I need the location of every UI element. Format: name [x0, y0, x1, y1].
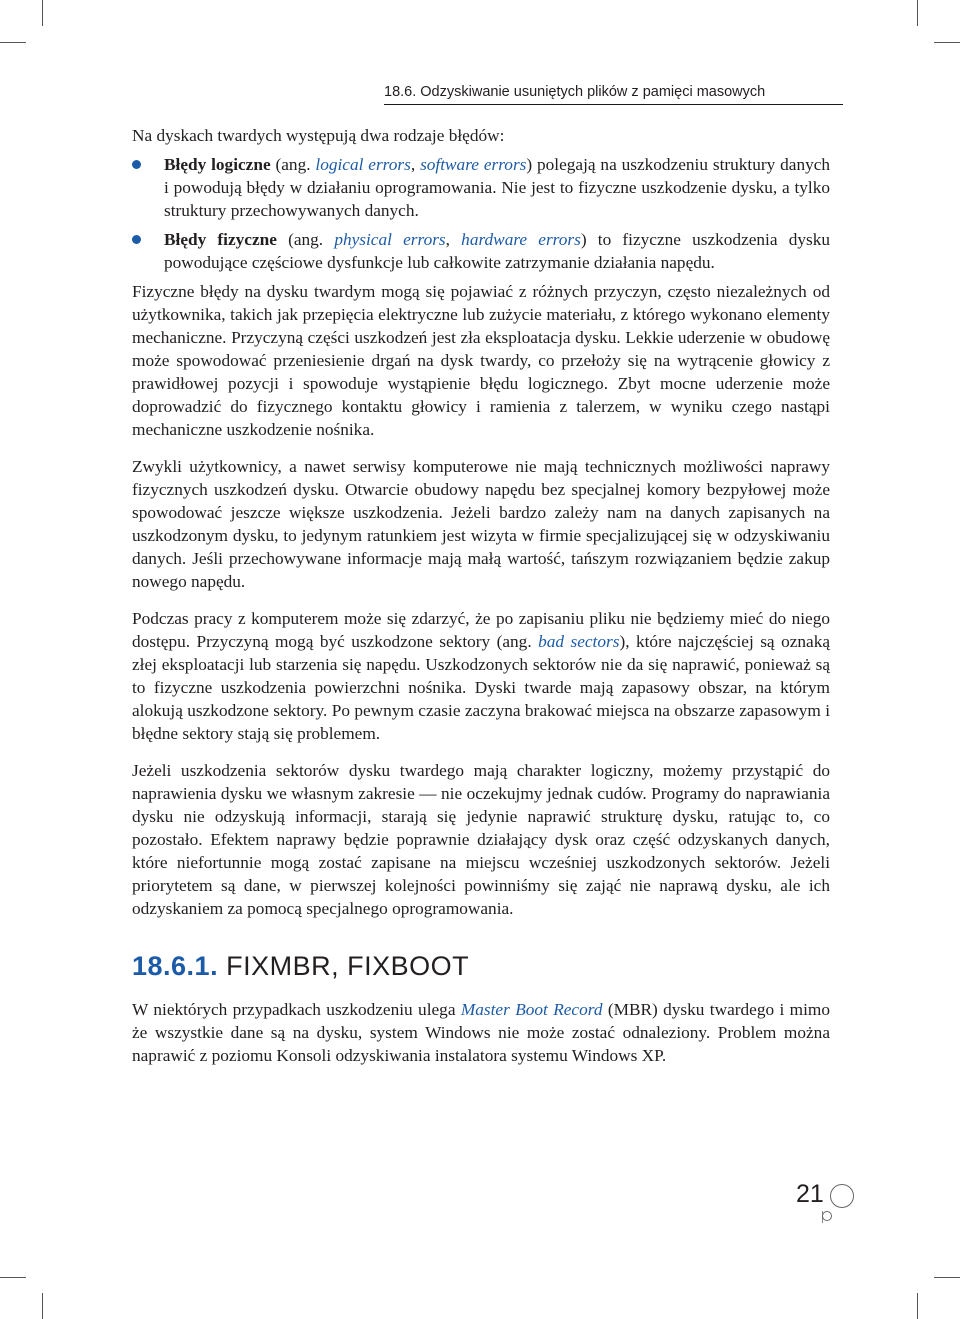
crop-mark [917, 1293, 918, 1319]
bullet-text: ) to fizyczne uszkodzenia dysku powodujące częściowe dysfunkcje lub całkowite zatrzymanie działania napędu. [164, 230, 830, 272]
list-item [132, 153, 830, 222]
bullet-icon [132, 235, 141, 244]
bullet-text: (ang. [276, 230, 335, 249]
subsection-heading [132, 950, 830, 982]
running-header [384, 84, 830, 100]
header-section-title: Odzyskiwanie usuniętych plików z pamięci masowych [420, 84, 766, 100]
paragraph-text: ), które najczęściej są oznaką złej eksploatacji lub starzenia się napędu. Uszkodzonych sektorów nie da się naprawić, ponieważ są to fizyczne uszkodzenia powierzchni nośnika. Dyski twarde mają zapasowy obszar, na którym alokują uszkodzone sektory. Po pewnym czasie zaczyna brakować miejsca na obszarze zapasowym i błędne sektory stają się problemem. [132, 632, 830, 743]
page-body [132, 124, 830, 1067]
subsection-number: 18.6.1. [132, 951, 219, 981]
crop-mark [0, 42, 26, 43]
intro-paragraph: Na dyskach twardych występują dwa rodzaje błędów: [132, 126, 505, 145]
paragraph-physical-errors: Fizyczne błędy na dysku twardym mogą się pojawiać z różnych przyczyn, często niezależnych od użytkownika, takich jak przepięcia elektryczne lub zużycie materiału, z którego wykonano elementy mechaniczne. Przyczyną części uszkodzeń jest zła eksploatacja dysku. Lekkie uderzenie w obudowę może spowodować przeniesienie drgań na dysk twardy, co przełoży się na wytrącenie głowicy z prawidłowej pozycji i spowoduje wystąpienie błędu logicznego. Zbyt mocne uderzenie może doprowadzić do fizycznego kontaktu głowicy i ramienia z talerzem, w wyniku czego nastąpi mechaniczne uszkodzenie nośnika. [132, 282, 830, 439]
bullet-icon [132, 160, 141, 169]
bullet-term: Błędy logiczne [164, 155, 271, 174]
paragraph-mbr [132, 998, 830, 1067]
english-term: logical errors [315, 155, 411, 174]
bullet-text: , [410, 155, 421, 174]
english-term: Master Boot Record [460, 1000, 603, 1019]
header-rule [384, 104, 843, 105]
page-number: 21 [796, 1180, 824, 1208]
english-term: physical errors [334, 230, 446, 249]
crop-mark [42, 1293, 43, 1319]
paragraph-text: W niektórych przypadkach uszkodzeniu ulega [132, 1000, 461, 1019]
crop-mark [934, 42, 960, 43]
crop-mark [917, 0, 918, 26]
bullet-text: (ang. [270, 155, 316, 174]
paragraph-logical-repair: Jeżeli uszkodzenia sektorów dysku twardego mają charakter logiczny, możemy przystąpić do naprawienia dysku we własnym zakresie — nie oczekujmy jednak cudów. Programy do naprawiania dysku nie odzyskują informacji, starają się jedynie naprawić strukturę dysku, ratując to, co pozostało. Efektem naprawy będzie poprawnie działający dysk oraz część odzyskanych danych, które niefortunnie mogą zostać zapisane na miejscu wcześniej uszkodzonych sektorów. Jeżeli priorytetem są dane, w pierwszej kolejności powinniśmy się zająć nie naprawą dysku, ale ich odzyskaniem za pomocą specjalnego oprogramowania. [132, 761, 830, 918]
english-term: hardware errors [461, 230, 581, 249]
crop-mark [934, 1277, 960, 1278]
crop-mark [0, 1277, 26, 1278]
header-section-number: 18.6. [384, 84, 417, 100]
folio-circle-icon [830, 1184, 854, 1208]
bullet-text: ) polegają na uszkodzeniu struktury danych i powodują błędy w działaniu oprogramowania. Nie jest to fizyczne uszkodzenie dysku, a tylko struktury przechowywanych danych. [164, 155, 831, 220]
paragraph-repair: Zwykli użytkownicy, a nawet serwisy komputerowe nie mają technicznych możliwości naprawy fizycznych uszkodzeń dysku. Otwarcie obudowy napędu bez specjalnej komory bezpyłowej może spowodować jeszcze większe uszkodzenia. Jeżeli bardzo zależy nam na danych zapisanych na uszkodzonym dysku, to jedynym ratunkiem jest wizyta w firmie specjalizującej się w odzyskiwaniu danych. Jeśli przechowywane informacje mają małą wartość, tańszym rozwiązaniem będzie zakup nowego napędu. [132, 457, 830, 591]
list-item [132, 228, 830, 274]
folio-dot-icon [822, 1211, 832, 1221]
error-types-list [132, 153, 830, 274]
paragraph-text: Podczas pracy z komputerem może się zdarzyć, że po zapisaniu pliku nie będziemy mieć do niego dostępu. Przyczyną mogą być uszkodzone sektory (ang. [132, 609, 830, 651]
english-term: bad sectors [538, 632, 620, 651]
english-term: software errors [420, 155, 527, 174]
subsection-title: FIXMBR, FIXBOOT [226, 951, 470, 981]
crop-mark [42, 0, 43, 26]
paragraph-bad-sectors [132, 607, 830, 745]
paragraph-text: (MBR) dysku twardego i mimo że wszystkie dane są na dysku, system Windows nie może zostać odnaleziony. Problem można naprawić z poziomu Konsoli odzyskiwania instalatora systemu Windows XP. [132, 1000, 830, 1065]
bullet-term: Błędy fizyczne [164, 230, 277, 249]
bullet-text: , [445, 230, 462, 249]
